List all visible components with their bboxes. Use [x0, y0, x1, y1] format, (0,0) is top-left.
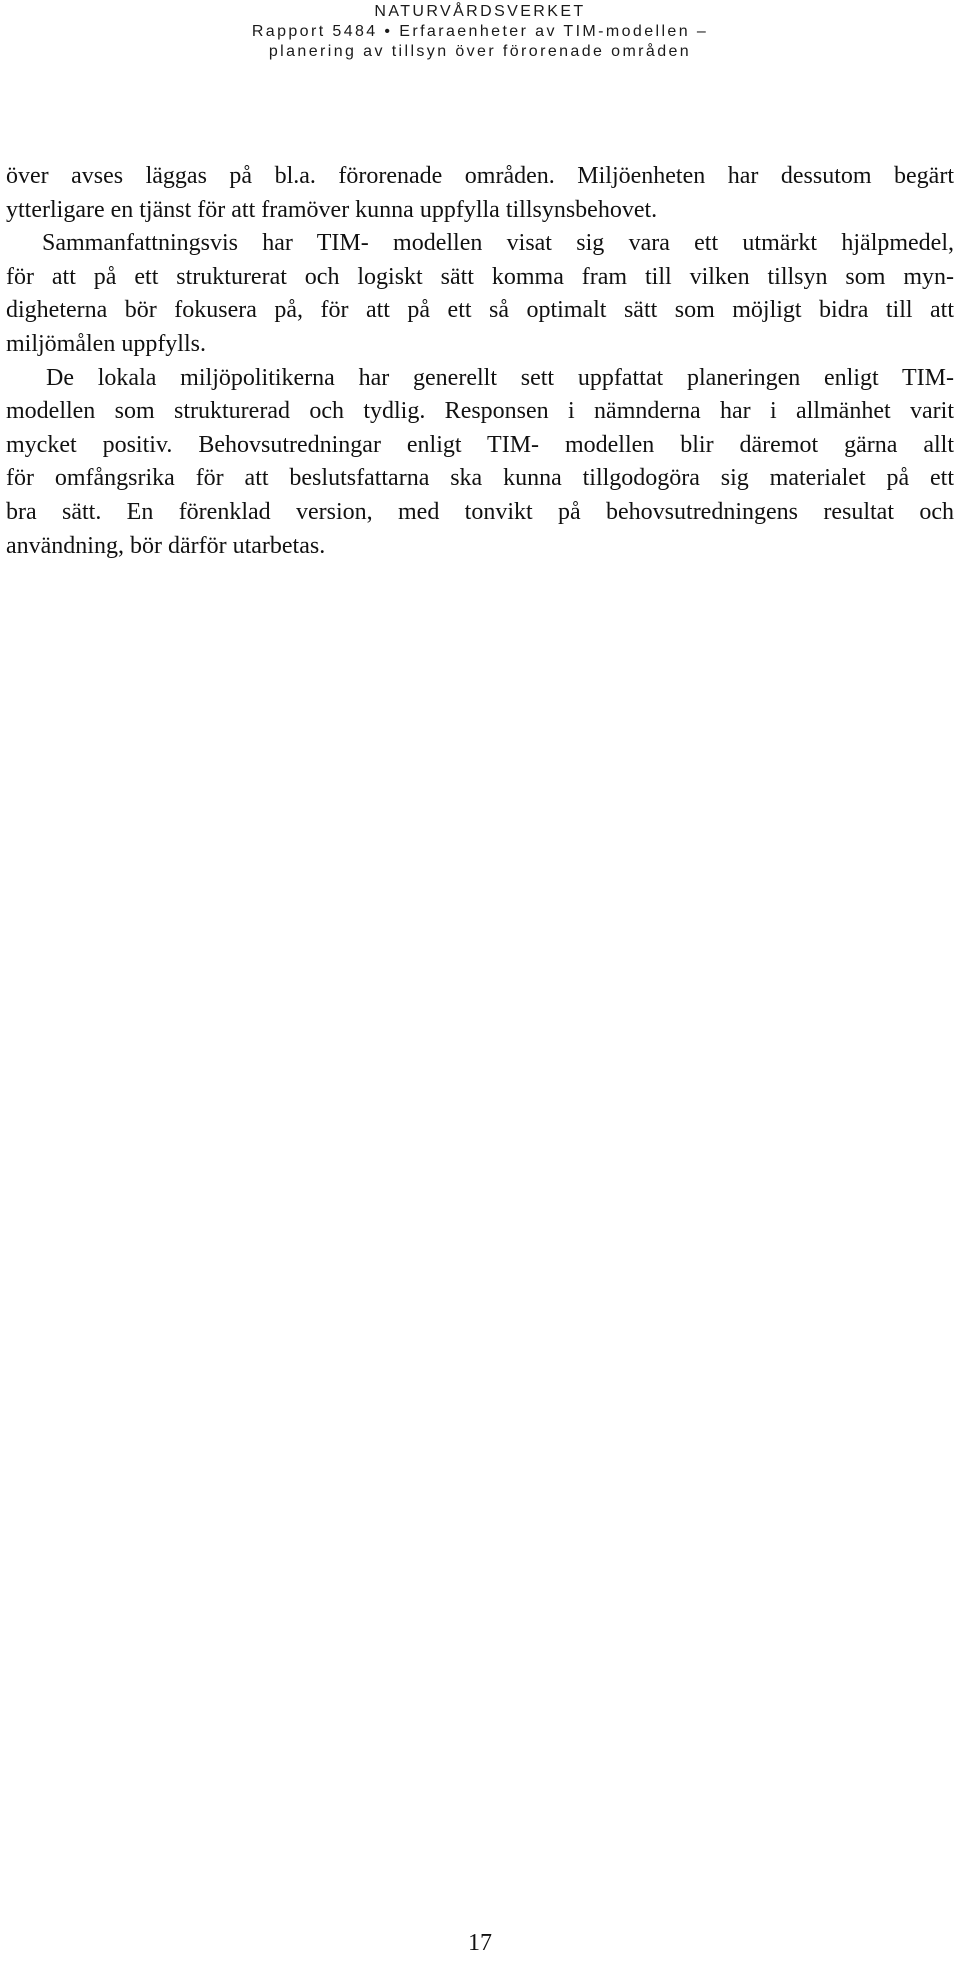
header-subtitle: planering av tillsyn över förorenade områden [268, 43, 692, 60]
text-line: för att på ett strukturerat och logiskt sätt komma fram till vilken tillsyn som myn- [6, 263, 954, 290]
text-line: modellen som strukturerad och tydlig. Responsen i nämnderna har i allmänhet varit [6, 398, 954, 425]
text-line: mycket positiv. Behovsutredningar enligt TIM- modellen blir däremot gärna allt [6, 431, 954, 458]
text-line: digheterna bör fokusera på, för att på ett så optimalt sätt som möjligt bidra till att [6, 297, 954, 324]
text-line: användning, bör därför utarbetas. [6, 532, 326, 559]
text-line: bra sätt. En förenklad version, med tonvikt på behovsutredningens resultat och [6, 498, 954, 525]
header-report-title: Rapport 5484 • Erfaraenheter av TIM-modellen – [251, 23, 709, 40]
text-line: De lokala miljöpolitikerna har generellt sett uppfattat planeringen enligt TIM- [46, 364, 954, 391]
text-line: miljömålen uppfylls. [6, 330, 206, 357]
page-number: 17 [468, 1930, 492, 1956]
text-line: över avses läggas på bl.a. förorenade områden. Miljöenheten har dessutom begärt [6, 163, 954, 189]
header-org: NATURVÅRDSVERKET [374, 3, 586, 20]
text-line: Sammanfattningsvis har TIM- modellen visat sig vara ett utmärkt hjälpmedel, [42, 230, 954, 257]
text-line: ytterligare en tjänst för att framöver kunna uppfylla tillsynsbehovet. [6, 196, 658, 223]
body-text [6, 160, 954, 563]
running-header [200, 2, 760, 62]
text-line: för omfångsrika för att beslutsfattarna ska kunna tillgodogöra sig materialet på ett [6, 465, 954, 492]
